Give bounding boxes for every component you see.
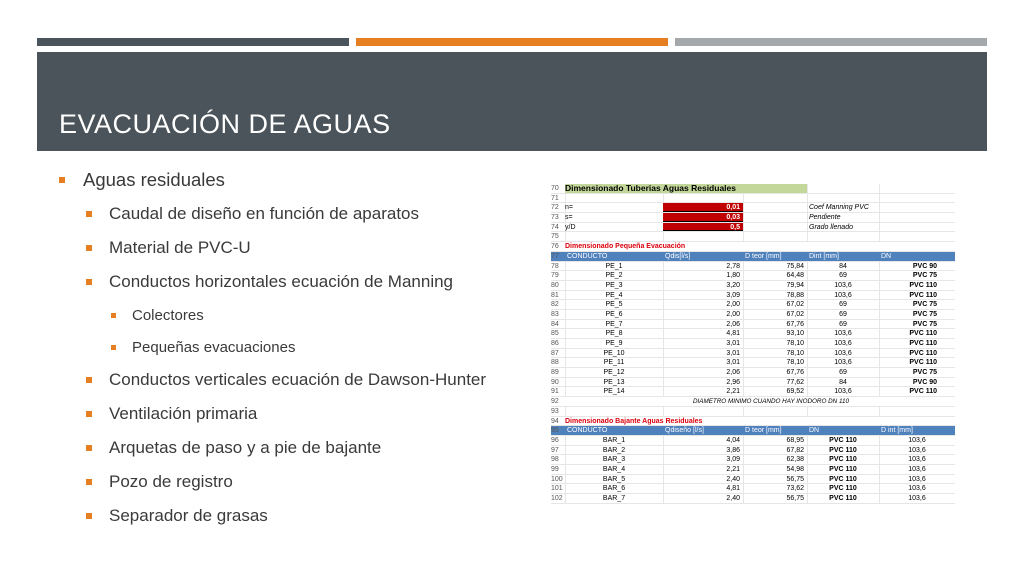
data-cell: 3,09 [726,456,740,464]
sheet-row [551,281,955,291]
bullet-text: Colectores [132,307,204,324]
bullet-item [57,400,527,434]
data-cell: 103,6 [834,340,852,347]
bullet-marker-icon [86,279,92,285]
grid-line [743,223,744,232]
row-number: 71 [551,194,559,202]
data-cell: 84 [839,378,847,386]
data-cell: 103,6 [834,359,852,367]
bullet-item [57,200,527,234]
data-cell: PE_7 [605,320,623,328]
data-cell: 3,86 [726,446,740,454]
data-cell: PVC 110 [829,465,857,473]
row-number: 83 [551,310,559,318]
bullet-marker-icon [59,177,65,183]
row-number: 77 [551,252,559,260]
grid-line [565,232,566,241]
bullet-marker-icon [86,513,92,519]
grid-line [879,407,880,416]
column-header: CONDUCTO [567,427,608,435]
data-cell: 103,6 [834,291,852,299]
row-number: 73 [551,214,559,222]
sheet-row [551,446,955,456]
data-cell: PVC 110 [909,359,937,367]
data-cell: 68,95 [786,436,804,444]
data-cell: PVC 110 [909,291,937,299]
data-cell: 93,10 [786,330,804,338]
data-cell: 103,6 [908,446,926,454]
bullet-marker-icon [86,445,92,451]
data-cell: 4,81 [726,330,740,338]
column-header: DN [881,252,892,260]
grid-line [807,232,808,241]
bullet-item [57,268,527,302]
grid-line [807,203,808,212]
param-description: Grado llenado [809,223,853,231]
accent-bar-gray [37,38,349,46]
data-cell: PVC 75 [912,320,937,328]
row-number: 75 [551,233,559,241]
data-cell: 4,81 [726,485,740,493]
sheet-row [551,262,955,272]
row-number: 90 [551,378,559,386]
data-cell: 4,04 [726,436,740,444]
bullet-marker-icon [86,245,92,251]
data-cell: PE_12 [603,369,625,377]
data-cell: PE_13 [603,378,625,386]
data-cell: 84 [839,262,847,270]
accent-bar-light-gray [675,38,987,46]
grid-line [565,194,566,203]
grid-line [879,194,880,203]
row-number: 94 [551,417,559,425]
data-cell: 2,00 [726,301,740,309]
row-number: 98 [551,456,559,464]
sheet-row [551,242,955,252]
data-cell: 103,6 [834,281,852,289]
data-cell: PVC 75 [912,301,937,309]
bullet-marker-icon [86,211,92,217]
column-header: D teor [mm] [745,252,782,260]
grid-line [743,194,744,203]
sheet-row [551,320,955,330]
param-description: Pendiente [809,214,841,222]
sheet-row [551,329,955,339]
bullet-text: Pequeñas evacuaciones [132,339,296,356]
grid-line [663,194,664,203]
bullet-text: Conductos verticales ecuación de Dawson-Hunter [109,370,487,389]
data-cell: 77,62 [786,378,804,386]
sheet-row [551,397,955,407]
column-header: Qdiseño [l/s] [665,427,704,435]
column-header: Dint [mm] [809,252,839,260]
sheet-row [551,368,955,378]
data-cell: 3,20 [726,281,740,289]
bullet-list [57,166,527,536]
sheet-row [551,349,955,359]
column-header: Qdis[l/s] [665,252,691,260]
data-cell: 2,78 [726,262,740,270]
data-cell: BAR_3 [602,456,626,464]
data-cell: 2,00 [726,310,740,318]
row-number: 85 [551,330,559,338]
grid-line [879,232,880,241]
row-number: 102 [551,495,563,502]
row-number: 72 [551,204,559,212]
data-cell: 67,82 [786,446,804,454]
grid-line [743,407,744,416]
data-cell: 69 [839,310,847,318]
row-number: 79 [551,272,559,280]
data-cell: 3,09 [726,291,740,299]
bullet-marker-icon [86,479,92,485]
note-cell: DIAMETRO MINIMO CUANDO HAY INODORO DN 110 [692,398,850,406]
sheet-row [551,232,955,242]
param-value: 0,03 [663,213,743,222]
column-header: DN [809,427,820,435]
data-cell: 2,21 [726,388,740,396]
data-cell: 103,6 [908,485,926,493]
row-number: 88 [551,359,559,367]
sheet-row [551,494,955,504]
data-cell: 62,38 [786,456,804,464]
bullet-marker-icon [86,377,92,383]
sheet-row [551,475,955,485]
grid-line [743,213,744,222]
data-cell: 67,76 [786,320,804,328]
row-number: 97 [551,446,559,454]
data-cell: 103,6 [834,330,852,338]
data-cell: 2,06 [726,320,740,328]
data-cell: PVC 110 [909,330,937,338]
data-cell: 67,76 [786,369,804,377]
param-label: s= [565,214,573,222]
data-cell: 1,80 [726,272,740,280]
sheet-row [551,387,955,397]
row-number: 74 [551,223,559,231]
data-cell: 69 [839,369,847,377]
sheet-row [551,484,955,494]
grid-line [807,407,808,416]
sheet-row [551,271,955,281]
bullet-text: Arquetas de paso y a pie de bajante [109,438,382,457]
data-cell: 75,84 [786,262,804,270]
data-cell: 78,10 [786,349,804,357]
param-value: 0,01 [663,203,743,212]
sheet-row [551,223,955,233]
sheet-row [551,310,955,320]
sheet-row [551,378,955,388]
data-cell: PVC 110 [909,340,937,347]
data-cell: PVC 110 [829,436,857,444]
data-cell: 78,10 [786,359,804,367]
data-cell: 103,6 [908,495,926,502]
data-cell: 69,52 [786,388,804,396]
bullet-text: Caudal de diseño en función de aparatos [109,204,420,223]
row-number: 84 [551,320,559,328]
data-cell: 73,62 [786,485,804,493]
bullet-item [57,302,527,334]
row-number: 91 [551,388,559,396]
data-cell: PE_3 [605,281,623,289]
row-number: 96 [551,436,559,444]
row-number: 76 [551,243,559,251]
data-cell: PE_4 [605,291,623,299]
bullet-item [57,166,527,200]
data-cell: 2,96 [726,378,740,386]
row-number: 70 [551,185,559,192]
data-cell: BAR_1 [602,436,626,444]
accent-bar-orange [356,38,668,46]
data-cell: BAR_6 [602,485,626,493]
row-number: 89 [551,369,559,377]
data-cell: PE_5 [605,301,623,309]
bullet-text: Conductos horizontales ecuación de Manning [109,272,454,291]
sheet-row [551,436,955,446]
grid-line [565,407,566,416]
data-cell: 103,6 [834,388,852,396]
data-cell: 2,40 [726,475,740,483]
section-title: Dimensionado Bajante Aguas Residuales [565,417,703,425]
sheet-row [551,300,955,310]
column-header: D teor [mm] [745,427,782,435]
sheet-row [551,339,955,349]
bullet-item [57,468,527,502]
grid-line [743,203,744,212]
bullet-item [57,366,527,400]
data-cell: 69 [839,301,847,309]
grid-line [807,213,808,222]
param-value: 0,5 [663,223,743,232]
sheet-row [551,455,955,465]
grid-line [807,184,808,193]
data-cell: BAR_7 [602,495,626,502]
data-cell: PE_2 [605,272,623,280]
bullet-marker-icon [111,313,116,318]
row-number: 87 [551,349,559,357]
sheet-row [551,417,955,427]
data-cell: 78,10 [786,340,804,347]
data-cell: 103,6 [834,349,852,357]
sheet-row [551,184,955,194]
data-cell: 3,01 [726,359,740,367]
row-number: 101 [551,485,563,493]
data-cell: PVC 110 [909,281,937,289]
param-label: y/D [565,223,576,231]
row-number: 86 [551,340,559,347]
bullet-item [57,502,527,536]
data-cell: PE_10 [603,349,625,357]
data-cell: PE_11 [603,359,625,367]
bullet-text: Separador de grasas [109,506,268,525]
data-cell: PE_14 [603,388,625,396]
row-number: 100 [551,475,563,483]
bullet-item [57,434,527,468]
data-cell: 103,6 [908,436,926,444]
sheet-row [551,407,955,417]
column-header: CONDUCTO [567,252,608,260]
data-cell: 3,01 [726,340,740,347]
data-cell: PE_1 [605,262,623,270]
sheet-row [551,465,955,475]
param-description: Coef Manning PVC [809,204,869,212]
data-cell: PVC 110 [909,388,937,396]
data-cell: PE_9 [605,340,623,347]
data-cell: PVC 110 [909,349,937,357]
bullet-marker-icon [111,345,116,350]
title-banner [37,52,987,151]
sheet-row [551,203,955,213]
data-cell: PVC 90 [912,262,937,270]
data-cell: 103,6 [908,456,926,464]
data-cell: 56,75 [786,495,804,502]
data-cell: PVC 110 [829,485,857,493]
data-cell: PVC 110 [829,446,857,454]
sheet-row [551,194,955,204]
row-number: 99 [551,465,559,473]
data-cell: BAR_4 [602,465,626,473]
data-cell: 103,6 [908,475,926,483]
sheet-row [551,358,955,368]
data-cell: 64,48 [786,272,804,280]
row-number: 92 [551,398,559,406]
data-cell: PVC 75 [912,272,937,280]
data-cell: PVC 110 [829,495,857,502]
data-cell: BAR_2 [602,446,626,454]
data-cell: 56,75 [786,475,804,483]
sheet-row [551,291,955,301]
bullet-item [57,234,527,268]
grid-line [743,232,744,241]
data-cell: 67,02 [786,301,804,309]
bullet-item [57,334,527,366]
data-cell: PE_6 [605,310,623,318]
sheet-row [551,213,955,223]
grid-line [807,223,808,232]
data-cell: 103,6 [908,465,926,473]
data-cell: PVC 90 [912,378,937,386]
row-number: 78 [551,262,559,270]
grid-line [807,194,808,203]
param-label: n= [565,204,573,212]
data-cell: 79,94 [786,281,804,289]
data-cell: 2,40 [726,495,740,502]
bullet-text: Ventilación primaria [109,404,258,423]
data-cell: 69 [839,320,847,328]
sheet-row [551,426,955,436]
data-cell: PVC 110 [829,475,857,483]
sheet-title-cell: Dimensionado Tuberias Aguas Residuales [565,184,807,193]
data-cell: 3,01 [726,349,740,357]
grid-line [879,184,880,193]
slide-title: EVACUACIÓN DE AGUAS [59,109,391,139]
data-cell: PVC 110 [829,456,857,464]
spreadsheet-image [551,184,955,504]
bullet-text: Pozo de registro [109,472,233,491]
data-cell: 78,88 [786,291,804,299]
bullet-text: Aguas residuales [83,169,225,190]
data-cell: BAR_5 [602,475,626,483]
section-title: Dimensionado Pequeña Evacuación [565,243,686,251]
row-number: 93 [551,407,559,415]
data-cell: PE_8 [605,330,623,338]
column-header: D int [mm] [881,427,913,435]
row-number: 82 [551,301,559,309]
data-cell: 2,06 [726,369,740,377]
data-cell: PVC 75 [912,310,937,318]
bullet-marker-icon [86,411,92,417]
data-cell: 2,21 [726,465,740,473]
data-cell: PVC 75 [912,369,937,377]
data-cell: 54,98 [786,465,804,473]
row-number: 81 [551,291,559,299]
grid-line [663,407,664,416]
data-cell: 69 [839,272,847,280]
grid-line [663,232,664,241]
data-cell: 67,02 [786,310,804,318]
row-number: 95 [551,427,559,435]
row-number: 80 [551,281,559,289]
sheet-row [551,252,955,262]
bullet-text: Material de PVC-U [109,238,251,257]
